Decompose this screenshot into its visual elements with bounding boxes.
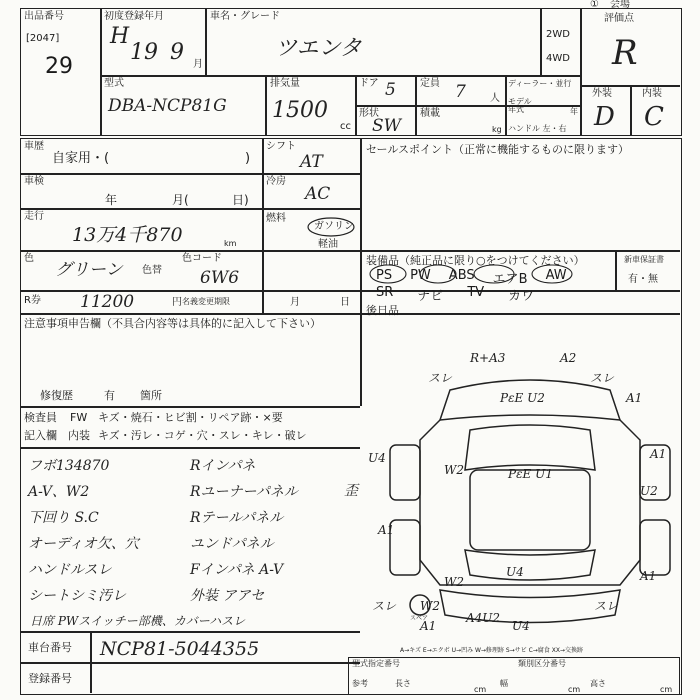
diagram-label: W2 — [420, 599, 440, 613]
warranty-value: 有・無 — [628, 274, 658, 285]
diagram-label: W2 — [444, 575, 464, 589]
int-label: 内装 — [642, 88, 662, 99]
ext-label: 外装 — [592, 88, 612, 99]
diagram-label: PεE U1 — [508, 467, 553, 481]
diagram-label: スレ — [594, 599, 619, 613]
cooling-label: 冷房 — [266, 176, 286, 187]
shape-label: 形状 — [359, 108, 379, 119]
disp-value: 1500 — [272, 98, 328, 123]
reg-month: 9 — [170, 40, 184, 65]
fuel-diesel: 軽油 — [318, 239, 338, 250]
divider — [20, 662, 360, 664]
note-line: 外装 アアセ — [190, 588, 265, 604]
model-year-label: モデル年式 — [508, 97, 532, 114]
check-row-2: キズ・汚レ・コゲ・穴・スレ・キレ・破レ — [98, 429, 307, 442]
legend: A→キズ E→エクボ U→凹み W→修理跡 S→サビ C→腐食 XX→交換跡 — [400, 647, 583, 654]
shift-value: AT — [300, 152, 323, 172]
diagram-label: A1 — [420, 619, 437, 633]
notes-right — [190, 455, 340, 611]
diagram-label: A1 — [626, 391, 643, 405]
dim-width: 幅 — [500, 679, 508, 688]
diagram-label: A2 — [560, 351, 577, 365]
equip-airbag: エアB — [492, 272, 528, 287]
score: R — [612, 33, 638, 73]
divider — [20, 250, 680, 252]
handle-label: ハンドル 左・右 — [508, 124, 567, 133]
divider — [20, 313, 680, 315]
note-line: Rインパネ — [190, 458, 256, 474]
diagram-label: U4 — [506, 565, 524, 579]
color-code: 6W6 — [200, 268, 240, 288]
diagram-label: A1 — [640, 569, 657, 583]
note-line: シートシミ汚レ — [28, 588, 126, 604]
drive-2wd: 2WD — [546, 29, 570, 40]
equip-circles — [366, 262, 586, 288]
lot-label: 出品番号 — [24, 11, 64, 22]
equip-abs: ABS — [448, 268, 475, 283]
inspect-day: 日) — [232, 193, 249, 207]
legend2-b: 類別区分番号 — [518, 659, 566, 668]
color-code-label: 色コード — [182, 253, 222, 264]
shift-label: シフト — [266, 141, 296, 152]
divider — [20, 208, 360, 210]
deadline-day: 日 — [340, 297, 350, 308]
ext-grade: D — [594, 102, 615, 132]
equip-label: 装備品（純正品に限り○をつけてください） — [366, 254, 585, 267]
dealer-label: ディーラー・並行 — [508, 79, 572, 88]
note-line: 下回り S.C — [28, 510, 99, 526]
repair-label: 修復歴 — [40, 389, 73, 402]
disp-label: 排気量 — [270, 78, 300, 89]
color-change-label: 色替 — [142, 265, 162, 276]
load-unit: kg — [492, 125, 502, 134]
divider — [540, 8, 542, 75]
divider — [100, 8, 102, 135]
top-right-mark: ① — [590, 0, 599, 10]
divider — [580, 8, 582, 135]
record-label: 記入欄 — [24, 429, 57, 442]
divider — [20, 447, 360, 449]
notes-label: 注意事項申告欄（不具合内容等は具体的に記入して下さい） — [24, 317, 321, 330]
int-grade: C — [644, 102, 664, 132]
notes-dist: 歪 — [344, 483, 358, 499]
inspect-year: 年 — [105, 193, 118, 207]
diagram-label: A4U2 — [466, 611, 501, 625]
sales-label: セールスポイント（正常に機能するものに限ります） — [366, 143, 630, 156]
model-label: 型式 — [104, 78, 124, 89]
diagram-label: スレ — [428, 371, 453, 385]
divider — [20, 631, 360, 633]
equip-kawa: カワ — [508, 289, 535, 304]
diagram-label: W2 — [444, 463, 464, 477]
usage-value: 自家用・( — [52, 151, 110, 166]
note-line: ユンドパネル — [190, 536, 274, 552]
back-label: 後日品 — [366, 304, 399, 317]
check-row-1: キズ・焼石・ヒビ割・リペア跡・×要 — [98, 411, 283, 424]
capacity: 7 — [455, 82, 466, 102]
diagram-label: U2 — [640, 484, 658, 498]
divider — [100, 75, 580, 77]
month-unit: 月 — [193, 59, 203, 70]
diagram-label: スペア — [410, 615, 429, 622]
diagram-label: スレ — [372, 599, 397, 613]
cooling-value: AC — [305, 184, 331, 204]
equip-ps: PS — [376, 268, 393, 283]
diagram-label: PεE U2 — [500, 391, 545, 405]
mileage-unit: km — [224, 239, 237, 248]
car-name: ツエンタ — [275, 36, 362, 61]
lot-sub: [2047] — [26, 33, 60, 44]
equip-navi: ナビ — [417, 289, 444, 304]
divider — [630, 85, 632, 135]
era: H — [110, 24, 130, 49]
diagram-label: U4 — [512, 619, 530, 633]
chassis-label: 車台番号 — [28, 641, 72, 654]
equip-sr: SR — [376, 285, 394, 300]
interior-label: 内装 — [68, 429, 90, 442]
diagram-label: R+A3 — [470, 351, 506, 365]
mileage-label: 走行 — [24, 211, 44, 222]
disp-unit: cc — [340, 121, 351, 132]
note-line: フボ134870 — [28, 458, 110, 474]
equip-aw: AW — [545, 268, 567, 283]
fuel-circle — [306, 216, 356, 238]
dim-unit: cm — [474, 685, 487, 694]
sunroof-note: 日席 PWスイッチー部機、カバーハスレ — [30, 614, 246, 628]
model-code: DBA-NCP81G — [108, 96, 227, 116]
notes-left — [28, 455, 188, 611]
note-line: ハンドルスレ — [28, 562, 112, 578]
first-reg-label: 初度登録年月 — [104, 11, 164, 22]
divider — [262, 138, 264, 313]
name-label: 車名・グレード — [210, 11, 280, 22]
divider — [265, 75, 267, 135]
dim-height: 高さ — [590, 679, 606, 688]
dim-ref: 参考 — [352, 679, 368, 688]
usage-close: ) — [245, 151, 251, 166]
reg-year: 19 — [130, 40, 158, 65]
score-label: 評価点 — [604, 13, 634, 24]
divider — [360, 138, 362, 406]
divider — [355, 105, 580, 107]
chassis-value: NCP81-5044355 — [100, 638, 260, 660]
divider — [205, 8, 207, 75]
shape: SW — [372, 116, 402, 136]
divider — [20, 406, 360, 408]
divider — [20, 173, 360, 175]
deadline-month: 月 — [290, 297, 300, 308]
lot-number: 29 — [45, 54, 73, 79]
drive-4wd: 4WD — [546, 53, 570, 64]
note-line: A-V、W2 — [28, 484, 90, 500]
recycle-value: 11200 — [80, 292, 135, 312]
mileage-value: 13万4千870 — [72, 224, 183, 246]
divider — [90, 631, 92, 693]
load-label: 積載 — [420, 108, 440, 119]
warranty-label: 新車保証書 — [624, 255, 664, 264]
diagram-label: A1 — [378, 523, 395, 537]
repair-place: 箇所 — [140, 389, 162, 402]
inspect-month: 月( — [172, 193, 189, 207]
diagram-label: A1 — [650, 447, 667, 461]
equip-pw: PW — [410, 268, 431, 283]
reg-label: 登録番号 — [28, 672, 72, 685]
dim-unit: cm — [568, 685, 581, 694]
inspect-label: 車検 — [24, 176, 44, 187]
note-line: Fインパネ A-V — [190, 562, 284, 578]
diagram-label: U4 — [368, 451, 386, 465]
top-right-label: 会場 — [610, 0, 630, 10]
doors: 5 — [385, 80, 396, 100]
year-unit: 年 — [570, 107, 578, 116]
note-line: Rテールパネル — [190, 510, 284, 526]
note-line: オーディオ欠、穴 — [28, 536, 139, 552]
fuel-gas: ガソリン — [314, 221, 354, 232]
legend2-a: 型式指定番号 — [352, 659, 400, 668]
equip-tv: TV — [467, 285, 485, 300]
color-label: 色 — [24, 253, 34, 264]
usage-label: 車歴 — [24, 141, 44, 152]
dim-length: 長さ — [395, 679, 411, 688]
color-value: グリーン — [55, 260, 123, 280]
recycle-unit: 円 — [172, 297, 182, 308]
door-label: ドア — [359, 78, 379, 89]
diagram-label: スレ — [590, 371, 615, 385]
cap-unit: 人 — [490, 93, 500, 104]
fuel-label: 燃料 — [266, 213, 286, 224]
cap-label: 定員 — [420, 78, 440, 89]
repair-value: 有 — [104, 389, 115, 402]
fw-label: FW — [70, 411, 88, 424]
dim-unit: cm — [660, 685, 673, 694]
recycle-label: R券 — [24, 295, 41, 306]
inspector-label: 検査員 — [24, 411, 57, 424]
deadline-label: 名義変更期限 — [182, 297, 230, 306]
note-line: Rユーナーパネル — [190, 484, 298, 500]
